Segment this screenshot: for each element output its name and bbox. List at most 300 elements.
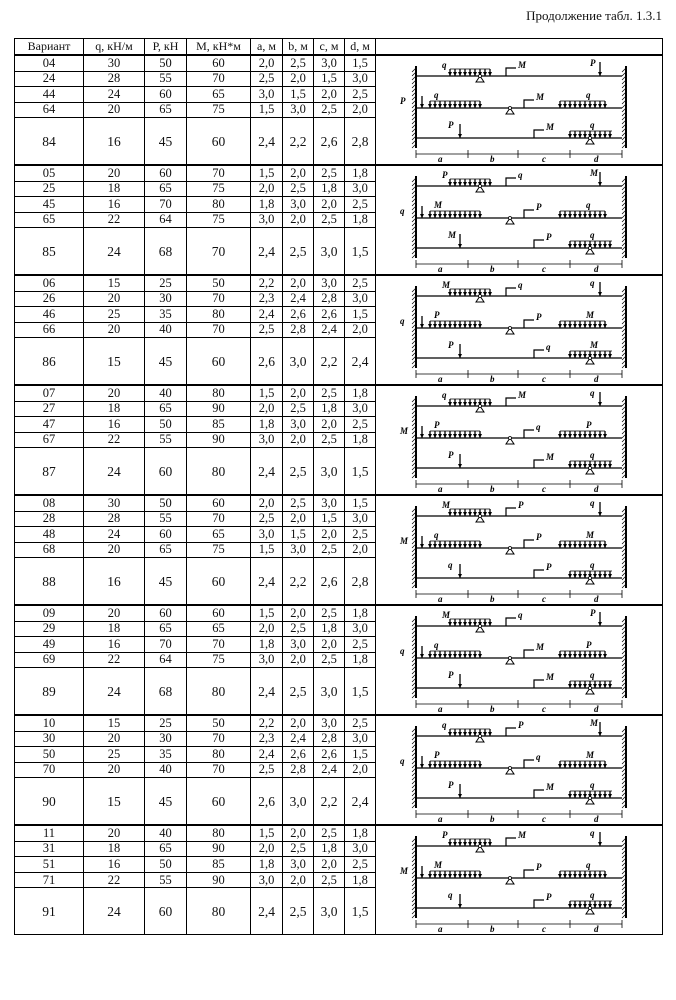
value-cell: 3,0 [283, 197, 314, 213]
dim-a: a [438, 264, 443, 274]
label-p3: q [448, 890, 453, 900]
value-cell: 40 [145, 825, 187, 841]
variant-cell: 26 [15, 291, 84, 307]
beam-diagram-cell [376, 275, 663, 385]
value-cell: 60 [187, 338, 251, 385]
load-arrow-head [583, 244, 587, 248]
value-cell: 2,0 [283, 511, 314, 527]
variant-cell: 70 [15, 762, 84, 778]
variant-cell: 88 [15, 558, 84, 605]
moment-3 [534, 460, 544, 468]
value-cell: 1,5 [251, 542, 283, 558]
header-row [15, 39, 663, 56]
value-cell: 2,4 [251, 747, 283, 763]
value-cell: 2,0 [345, 542, 376, 558]
variant-cell: 08 [15, 495, 84, 511]
hinge [589, 247, 592, 250]
variant-cell: 48 [15, 527, 84, 543]
load-arrow-head [578, 214, 582, 218]
beam-diagram [390, 716, 648, 824]
load-arrow-head [473, 182, 477, 186]
table-caption: Продолжение табл. 1.3.1 [526, 8, 662, 23]
value-cell: 80 [187, 385, 251, 401]
load-arrow-head [573, 354, 577, 358]
value-cell: 80 [187, 668, 251, 715]
value-cell: 55 [145, 511, 187, 527]
value-cell: 68 [145, 668, 187, 715]
label-q3: M [586, 530, 595, 540]
value-cell: 18 [84, 181, 145, 197]
value-cell: 2,0 [283, 715, 314, 731]
label-q2: P [434, 420, 440, 430]
load-arrow-head [593, 354, 597, 358]
value-cell: 45 [145, 338, 187, 385]
dim-c: c [542, 484, 546, 494]
label-q3: q [586, 200, 591, 210]
value-cell: 2,6 [283, 747, 314, 763]
load-arrow-head [608, 244, 612, 248]
value-cell: 3,0 [314, 715, 345, 731]
variant-cell: 24 [15, 71, 84, 87]
value-cell: 3,0 [345, 731, 376, 747]
value-cell: 2,2 [314, 778, 345, 825]
value-cell: 2,0 [314, 857, 345, 873]
load-arrow-head [473, 292, 477, 296]
moment-1 [506, 838, 516, 846]
value-cell: 65 [187, 87, 251, 103]
value-cell: 1,8 [345, 432, 376, 448]
dim-b: b [490, 374, 495, 384]
value-cell: 24 [84, 448, 145, 495]
value-cell: 2,0 [345, 102, 376, 118]
value-cell: 2,4 [251, 888, 283, 935]
variant-cell: 71 [15, 872, 84, 888]
label-p3: P [448, 450, 454, 460]
moment-3 [534, 680, 544, 688]
moment-3 [534, 350, 544, 358]
label-q1: q [442, 390, 447, 400]
value-cell: 2,4 [314, 322, 345, 338]
dim-a: a [438, 484, 443, 494]
value-cell: 2,4 [314, 762, 345, 778]
moment-2 [524, 430, 534, 438]
load-arrow-head [568, 464, 572, 468]
label-m1: M [518, 390, 527, 400]
value-cell: 16 [84, 637, 145, 653]
value-cell: 85 [187, 417, 251, 433]
load-arrow-head [558, 324, 562, 328]
hinge [589, 907, 592, 910]
value-cell: 70 [187, 731, 251, 747]
variant-cell: 87 [15, 448, 84, 495]
value-cell: 2,5 [345, 715, 376, 731]
dim-d: d [594, 484, 599, 494]
value-cell: 1,8 [345, 605, 376, 621]
label-q3: P [586, 640, 592, 650]
value-cell: 3,0 [345, 291, 376, 307]
load-arrow-head [568, 324, 572, 328]
value-cell: 2,2 [314, 338, 345, 385]
label-m2: P [536, 862, 542, 872]
hinge [479, 295, 482, 298]
value-cell: 1,5 [345, 747, 376, 763]
value-cell: 22 [84, 872, 145, 888]
value-cell: 15 [84, 778, 145, 825]
header-q: q, кН/м [84, 39, 145, 56]
load-arrow-head [573, 244, 577, 248]
variant-cell: 27 [15, 401, 84, 417]
value-cell: 64 [145, 652, 187, 668]
dim-c: c [542, 264, 546, 274]
value-cell: 2,4 [251, 307, 283, 323]
label-m3: M [546, 452, 555, 462]
variant-cell: 04 [15, 55, 84, 71]
moment-1 [506, 288, 516, 296]
moment-2 [524, 210, 534, 218]
label-q2: M [434, 200, 443, 210]
label-m2: P [536, 312, 542, 322]
table-row [15, 495, 663, 511]
value-cell: 22 [84, 652, 145, 668]
load-arrow-head [478, 324, 482, 328]
load-arrow-head [468, 324, 472, 328]
load-arrow-head [483, 402, 487, 406]
value-cell: 3,0 [314, 228, 345, 275]
value-cell: 2,0 [314, 197, 345, 213]
value-cell: 2,8 [314, 291, 345, 307]
beam-diagram-cell [376, 55, 663, 165]
moment-2 [524, 760, 534, 768]
value-cell: 20 [84, 385, 145, 401]
hinge [509, 657, 512, 660]
value-cell: 90 [187, 432, 251, 448]
label-m2: P [536, 532, 542, 542]
variant-cell: 67 [15, 432, 84, 448]
value-cell: 1,8 [345, 385, 376, 401]
hinge [479, 75, 482, 78]
value-cell: 20 [84, 542, 145, 558]
label-q2: q [434, 90, 439, 100]
value-cell: 1,5 [251, 825, 283, 841]
load-arrow-head [448, 402, 452, 406]
hinge [479, 405, 482, 408]
table-row [15, 55, 663, 71]
variant-cell: 90 [15, 778, 84, 825]
value-cell: 2,6 [314, 747, 345, 763]
load-arrow-head [573, 434, 577, 438]
value-cell: 55 [145, 432, 187, 448]
label-p1: P [590, 58, 596, 68]
label-q3: M [586, 310, 595, 320]
value-cell: 1,8 [345, 825, 376, 841]
value-cell: 1,8 [345, 165, 376, 181]
dim-c: c [542, 924, 546, 934]
value-cell: 1,5 [345, 307, 376, 323]
load-arrow-head [583, 354, 587, 358]
load-arrow-head [598, 464, 602, 468]
label-q1: P [442, 170, 448, 180]
value-cell: 2,5 [345, 857, 376, 873]
value-cell: 2,5 [283, 448, 314, 495]
value-cell: 2,0 [283, 385, 314, 401]
value-cell: 1,5 [251, 165, 283, 181]
value-cell: 1,5 [345, 448, 376, 495]
load-arrow-head [598, 214, 602, 218]
load-arrow-head [468, 292, 472, 296]
value-cell: 2,2 [283, 558, 314, 605]
label-q1: q [442, 720, 447, 730]
load-arrow-head [568, 134, 572, 138]
value-cell: 1,5 [345, 668, 376, 715]
variant-cell: 49 [15, 637, 84, 653]
load-arrow-head [428, 214, 432, 218]
value-cell: 60 [145, 888, 187, 935]
value-cell: 2,0 [251, 55, 283, 71]
value-cell: 60 [187, 495, 251, 511]
moment-1 [506, 398, 516, 406]
label-q3: q [586, 860, 591, 870]
value-cell: 2,0 [251, 181, 283, 197]
value-cell: 3,0 [283, 102, 314, 118]
value-cell: 1,5 [314, 71, 345, 87]
value-cell: 2,5 [251, 322, 283, 338]
load-arrow-head [443, 434, 447, 438]
variant-cell: 09 [15, 605, 84, 621]
value-cell: 2,5 [314, 652, 345, 668]
value-cell: 3,0 [314, 495, 345, 511]
value-cell: 1,5 [283, 87, 314, 103]
value-cell: 65 [145, 542, 187, 558]
value-cell: 2,4 [345, 338, 376, 385]
value-cell: 25 [84, 307, 145, 323]
value-cell: 2,0 [314, 87, 345, 103]
load-arrow-head [573, 134, 577, 138]
hinge [479, 185, 482, 188]
value-cell: 2,5 [283, 841, 314, 857]
dim-a: a [438, 374, 443, 384]
load-arrow-head [603, 244, 607, 248]
load-arrow-head [573, 464, 577, 468]
table-row [15, 275, 663, 291]
value-cell: 60 [187, 118, 251, 165]
value-cell: 2,5 [314, 102, 345, 118]
beam-diagram-cell [376, 605, 663, 715]
value-cell: 2,0 [251, 621, 283, 637]
value-cell: 2,4 [251, 448, 283, 495]
load-arrow-head [453, 182, 457, 186]
value-cell: 3,0 [345, 841, 376, 857]
value-cell: 20 [84, 165, 145, 181]
load-arrow-head [563, 434, 567, 438]
value-cell: 3,0 [283, 637, 314, 653]
label-m1: q [518, 280, 523, 290]
value-cell: 3,0 [251, 872, 283, 888]
variant-cell: 84 [15, 118, 84, 165]
value-cell: 50 [145, 55, 187, 71]
value-cell: 2,6 [283, 307, 314, 323]
value-cell: 16 [84, 558, 145, 605]
label-q3: M [586, 750, 595, 760]
value-cell: 25 [84, 747, 145, 763]
variant-cell: 64 [15, 102, 84, 118]
value-cell: 1,8 [251, 197, 283, 213]
value-cell: 18 [84, 841, 145, 857]
value-cell: 70 [187, 762, 251, 778]
load-arrow-head [578, 324, 582, 328]
variant-cell: 31 [15, 841, 84, 857]
load-arrow-head [598, 354, 602, 358]
label-m1: M [518, 60, 527, 70]
load-arrow-head [568, 434, 572, 438]
value-cell: 2,8 [283, 762, 314, 778]
value-cell: 85 [187, 857, 251, 873]
value-cell: 60 [145, 527, 187, 543]
beam-diagram [390, 56, 648, 164]
load-arrow-head [473, 434, 477, 438]
value-cell: 1,8 [345, 652, 376, 668]
value-cell: 3,0 [251, 87, 283, 103]
header-p: P, кН [145, 39, 187, 56]
force-1-head [598, 402, 602, 406]
value-cell: 18 [84, 401, 145, 417]
load-arrow-head [458, 324, 462, 328]
value-cell: 20 [84, 102, 145, 118]
label-q2: P [434, 750, 440, 760]
value-cell: 40 [145, 762, 187, 778]
value-cell: 2,5 [345, 637, 376, 653]
label-m2: M [536, 92, 545, 102]
load-arrow-head [573, 214, 577, 218]
table-body [15, 55, 663, 935]
label-p1: q [590, 388, 595, 398]
value-cell: 60 [145, 605, 187, 621]
value-cell: 60 [187, 55, 251, 71]
label-m3: P [546, 562, 552, 572]
load-arrow-head [463, 402, 467, 406]
load-arrow-head [563, 324, 567, 328]
value-cell: 2,8 [345, 558, 376, 605]
label-p3: P [448, 120, 454, 130]
load-arrow-head [603, 324, 607, 328]
value-cell: 2,2 [251, 275, 283, 291]
variant-cell: 44 [15, 87, 84, 103]
value-cell: 3,0 [314, 275, 345, 291]
hinge [589, 687, 592, 690]
load-arrow-head [488, 402, 492, 406]
variant-cell: 50 [15, 747, 84, 763]
value-cell: 80 [187, 888, 251, 935]
load-arrow-head [598, 434, 602, 438]
load-arrow-head [468, 182, 472, 186]
force-3-head [458, 464, 462, 468]
value-cell: 70 [187, 637, 251, 653]
beam-diagram [390, 276, 648, 384]
moment-2 [524, 320, 534, 328]
label-p1: M [590, 168, 599, 178]
value-cell: 50 [187, 275, 251, 291]
hinge [479, 845, 482, 848]
load-arrow-head [478, 214, 482, 218]
label-m1: P [518, 720, 524, 730]
value-cell: 1,5 [251, 605, 283, 621]
value-cell: 2,0 [314, 637, 345, 653]
label-q1: P [442, 830, 448, 840]
load-arrow-head [583, 324, 587, 328]
value-cell: 50 [145, 417, 187, 433]
hinge [509, 217, 512, 220]
moment-3 [534, 570, 544, 578]
dim-d: d [594, 154, 599, 164]
load-arrow-head [478, 434, 482, 438]
dim-c: c [542, 594, 546, 604]
label-q4: q [590, 780, 595, 790]
load-arrow-head [488, 182, 492, 186]
label-m3: M [546, 672, 555, 682]
value-cell: 20 [84, 731, 145, 747]
dim-a: a [438, 814, 443, 824]
hinge [509, 437, 512, 440]
value-cell: 3,0 [251, 652, 283, 668]
dim-c: c [542, 704, 546, 714]
value-cell: 3,0 [251, 432, 283, 448]
value-cell: 80 [187, 825, 251, 841]
hinge [509, 767, 512, 770]
variant-cell: 06 [15, 275, 84, 291]
value-cell: 24 [84, 527, 145, 543]
value-cell: 45 [145, 778, 187, 825]
value-cell: 15 [84, 275, 145, 291]
force-2-head [420, 214, 424, 218]
value-cell: 2,5 [283, 55, 314, 71]
load-arrow-head [463, 434, 467, 438]
beam-diagram-cell [376, 165, 663, 275]
value-cell: 1,5 [251, 102, 283, 118]
value-cell: 2,8 [283, 322, 314, 338]
label-q2: q [434, 640, 439, 650]
value-cell: 1,5 [345, 228, 376, 275]
value-cell: 2,5 [345, 275, 376, 291]
value-cell: 68 [145, 228, 187, 275]
hinge [479, 735, 482, 738]
value-cell: 3,0 [283, 542, 314, 558]
moment-1 [506, 508, 516, 516]
load-arrow-head [443, 324, 447, 328]
header-a: a, м [251, 39, 283, 56]
moment-1 [506, 728, 516, 736]
moment-2 [524, 650, 534, 658]
variant-cell: 66 [15, 322, 84, 338]
dim-b: b [490, 814, 495, 824]
variant-cell: 65 [15, 212, 84, 228]
label-p1: q [590, 828, 595, 838]
label-p1: P [590, 608, 596, 618]
label-q4: q [590, 890, 595, 900]
label-p3: P [448, 780, 454, 790]
load-arrow-head [433, 324, 437, 328]
value-cell: 75 [187, 102, 251, 118]
label-q2: q [434, 530, 439, 540]
load-arrow-head [588, 214, 592, 218]
value-cell: 1,5 [345, 888, 376, 935]
variant-cell: 07 [15, 385, 84, 401]
value-cell: 2,4 [345, 778, 376, 825]
value-cell: 55 [145, 872, 187, 888]
table-row [15, 715, 663, 731]
label-q4: q [590, 230, 595, 240]
value-cell: 15 [84, 715, 145, 731]
value-cell: 2,8 [345, 118, 376, 165]
value-cell: 2,6 [314, 118, 345, 165]
